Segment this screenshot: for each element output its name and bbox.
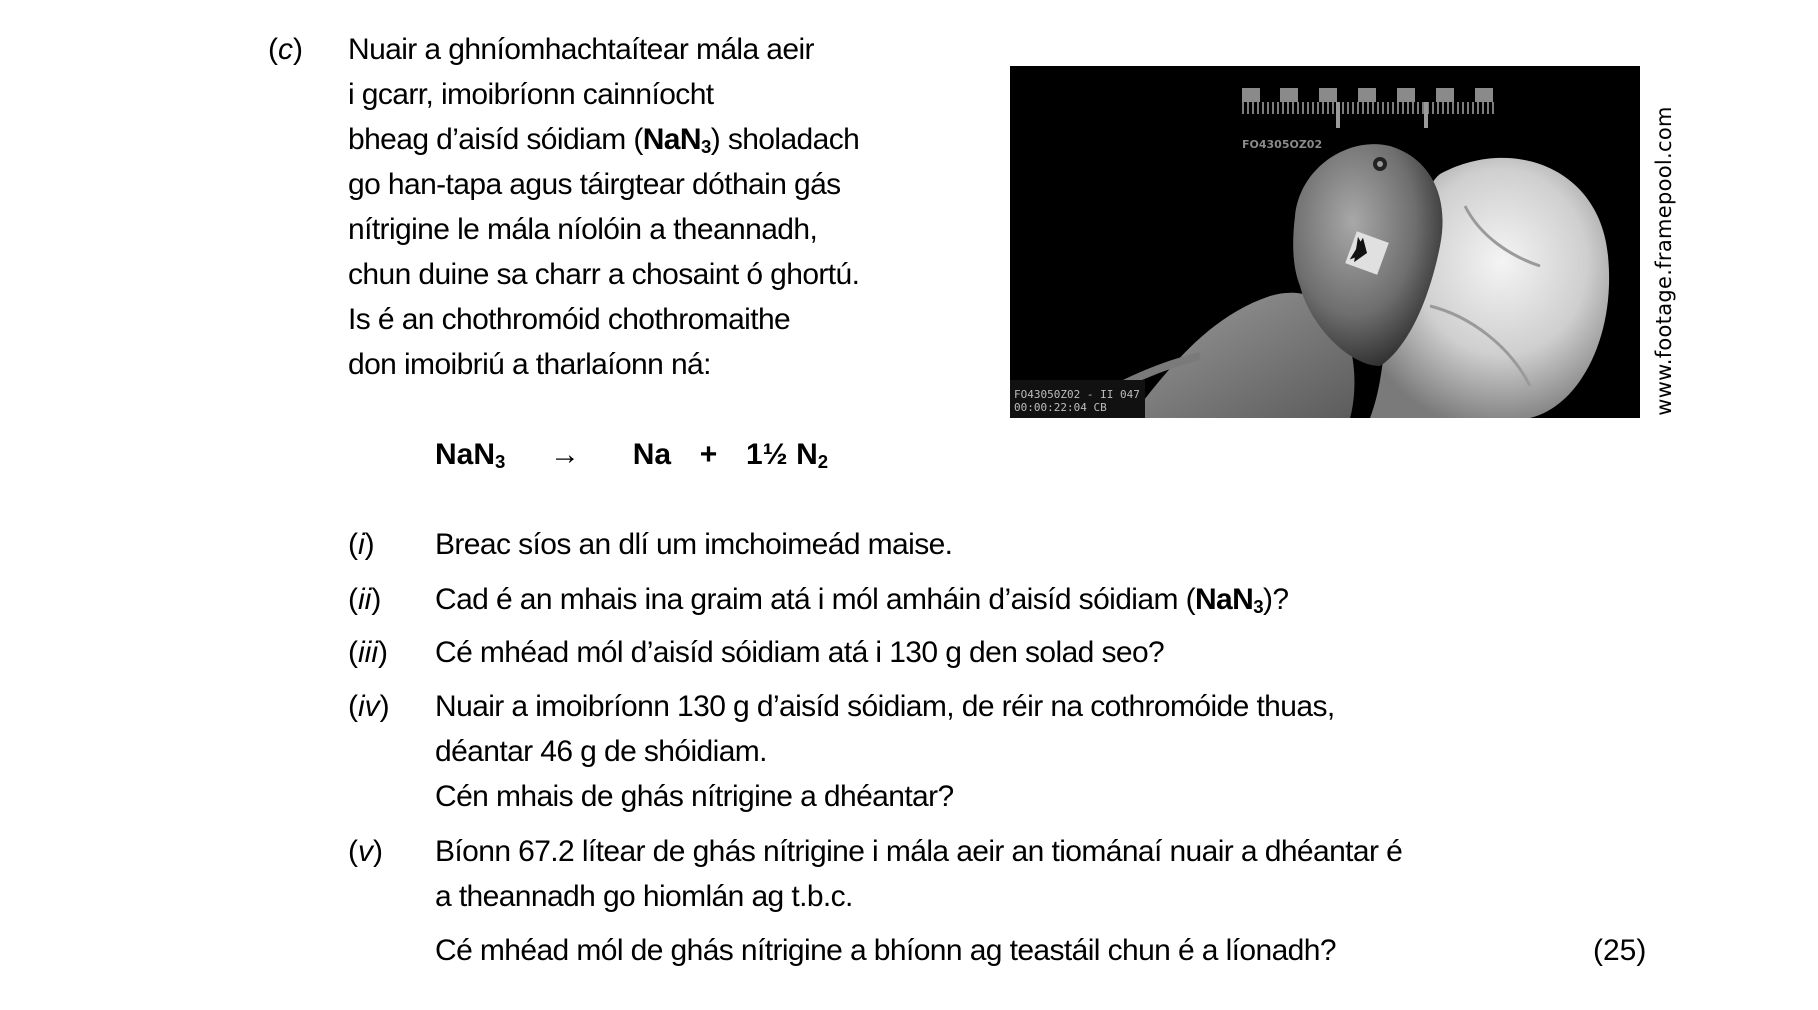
formula-sodium-azide [643, 123, 711, 156]
subquestion-iv-line-2: déantar 46 g de shóidiam. [435, 735, 767, 768]
airbag-crash-test-photo [1010, 66, 1640, 418]
label-roman: i [358, 528, 365, 561]
subquestion-i-label: (i) [348, 528, 375, 561]
formula-main: NaN [1194, 583, 1254, 616]
subquestion-iii-label: (iii) [348, 636, 388, 669]
subquestion-ii-label: (ii) [348, 583, 382, 616]
subquestion-ii-after: )? [1262, 583, 1289, 616]
image-credit-text: www.footage.framepool.com [1652, 105, 1676, 416]
intro-line-5: nítrigine le mála níolóin a theannadh, [348, 213, 818, 246]
subquestion-iv-label: (iv) [348, 690, 390, 723]
formula-sodium-azide [1195, 583, 1263, 616]
marks-total: (25) [1593, 934, 1647, 967]
subquestion-ii-text [435, 577, 1288, 622]
label-roman: v [358, 835, 373, 868]
crash-test-illustration [1010, 66, 1640, 418]
equation-reactant-subscript: 3 [495, 451, 506, 473]
osd-line-1: FO43050Z02 - II 047 [1014, 388, 1140, 401]
equation-plus: + [699, 438, 718, 471]
formula-subscript: 3 [700, 136, 711, 158]
intro-line-8: don imoibriú a tharlaíonn ná: [348, 348, 711, 381]
subquestion-v-line-1: Bíonn 67.2 lítear de ghás nítrigine i mála aeir an tiománaí nuair a dhéantar é [435, 835, 1403, 868]
subquestion-iii-text: Cé mhéad mól d’aisíd sóidiam atá i 130 g den solad seo? [435, 636, 1165, 669]
subquestion-v-line-3: Cé mhéad mól de ghás nítrigine a bhíonn ag teastáil chun é a líonadh? [435, 934, 1336, 967]
equation-product-2: N [796, 438, 818, 471]
osd-line-2: 00:00:22:04 CB [1014, 401, 1107, 414]
intro-paragraph [348, 27, 859, 387]
formula-subscript: 3 [1253, 596, 1263, 618]
scale-ruler [1242, 88, 1493, 102]
intro-line-4: go han-tapa agus táirgtear dóthain gás [348, 168, 841, 201]
paren-close: ) [293, 33, 303, 66]
intro-line-2: i gcarr, imoibríonn cainníocht [348, 78, 714, 111]
paren-open: ( [268, 33, 278, 66]
intro-line-3-after: ) sholadach [710, 123, 860, 156]
equation-coefficient: 1½ [746, 438, 788, 471]
scale-label: FO4305OZ02 [1242, 138, 1323, 151]
intro-line-3-before: bheag d’aisíd sóidiam ( [348, 123, 643, 156]
equation-product-1: Na [632, 438, 672, 471]
label-roman: ii [358, 583, 372, 616]
chemical-equation [435, 432, 828, 477]
reaction-arrow-icon: → [550, 438, 581, 471]
subquestion-iv-line-3: Cén mhais de ghás nítrigine a dhéantar? [435, 780, 954, 813]
timecode-overlay [1014, 388, 1140, 414]
subquestion-v-label: (v) [348, 835, 383, 868]
subquestion-ii-before: Cad é an mhais ina graim atá i mól amháin d’aisíd sóidiam ( [435, 583, 1195, 616]
formula-main: NaN [642, 123, 701, 156]
part-letter: c [278, 33, 293, 66]
label-roman: iv [358, 690, 380, 723]
intro-line-6: chun duine sa charr a chosaint ó ghortú. [348, 258, 860, 291]
equation-product-2-subscript: 2 [817, 451, 829, 473]
subquestion-i-text: Breac síos an dlí um imchoimeád maise. [435, 528, 953, 561]
intro-line-1: Nuair a ghníomhachtaítear mála aeir [348, 33, 814, 66]
subquestion-iv-line-1: Nuair a imoibríonn 130 g d’aisíd sóidiam, de réir na cothromóide thuas, [435, 690, 1335, 723]
image-credit [1648, 105, 1680, 416]
label-roman: iii [358, 636, 378, 669]
intro-line-7: Is é an chothromóid chothromaithe [348, 303, 791, 336]
intro-line-3 [348, 117, 859, 162]
equation-reactant: NaN [435, 438, 496, 471]
part-label [268, 27, 303, 72]
subquestion-v-line-2: a theannadh go hiomlán ag t.b.c. [435, 880, 853, 913]
